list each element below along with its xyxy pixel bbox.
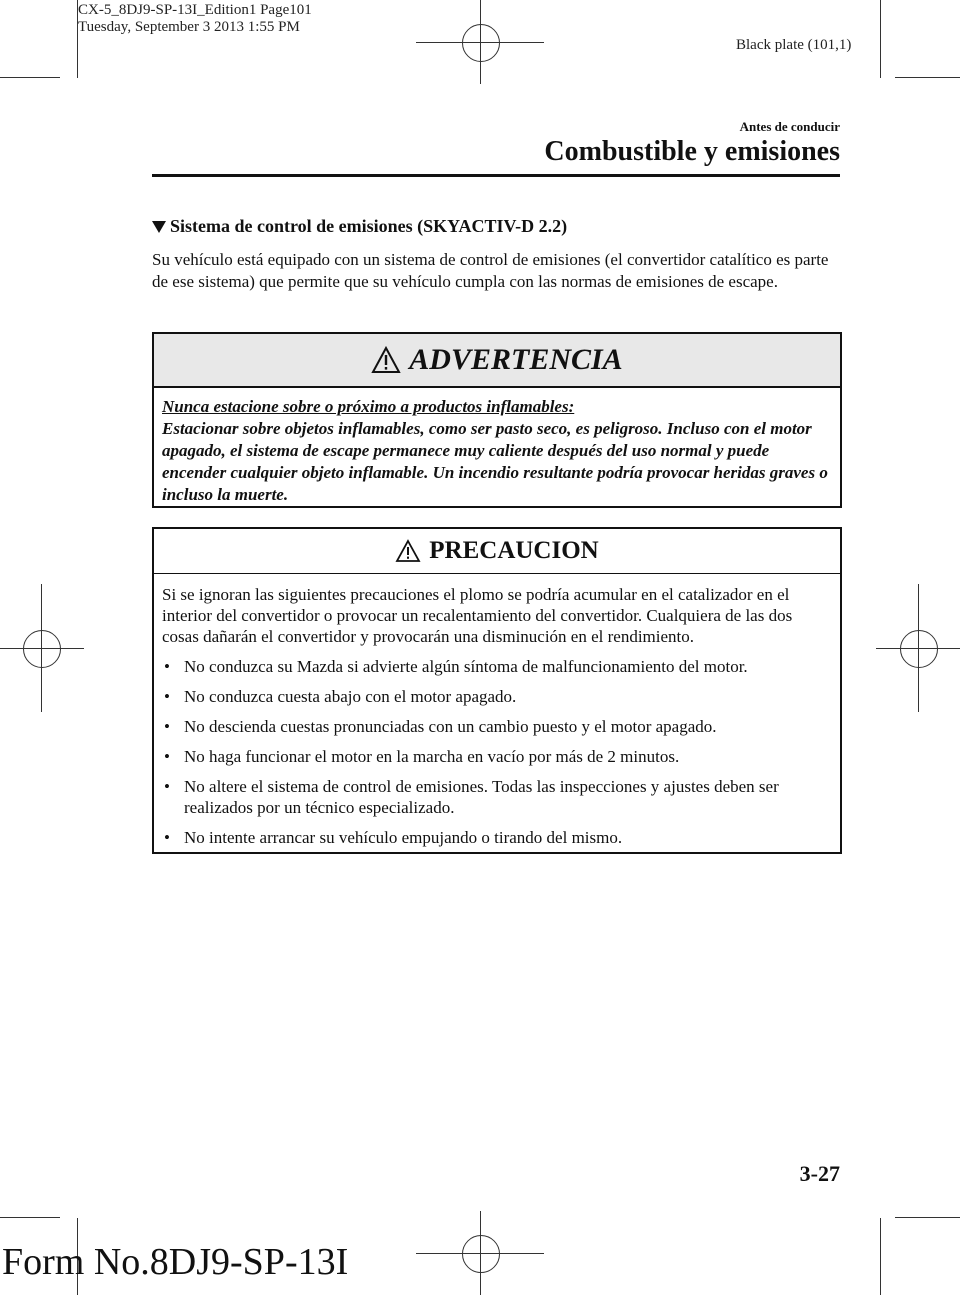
list-item-text: No conduzca cuesta abajo con el motor apagado. (184, 687, 517, 706)
print-info-date: Tuesday, September 3 2013 1:55 PM (78, 19, 300, 35)
list-item-text: No haga funcionar el motor en la marcha en vacío por más de 2 minutos. (184, 747, 680, 766)
list-item-text: No altere el sistema de control de emisiones. Todas las inspecciones y ajustes deben ser realizados por un técnico especializado. (184, 777, 779, 817)
intro-paragraph: Su vehículo está equipado con un sistema de control de emisiones (el convertidor catalítico es parte de ese sistema) que permite que su vehículo cumpla con las normas de emisiones de escape. (152, 250, 829, 291)
form-number: Form No.8DJ9-SP-13I (2, 1241, 349, 1283)
plate-info: Black plate (101,1) (736, 37, 852, 53)
bullet-icon: • (164, 657, 170, 676)
caution-title: PRECAUCION (429, 537, 599, 564)
bullet-icon: • (164, 717, 170, 736)
subsection-heading (152, 216, 567, 237)
caution-intro: Si se ignoran las siguientes precauciones el plomo se podría acumular en el catalizador en el interior del convertidor o provocar un recalentamiento del convertidor. Cualquiera de las dos cosas dañarán el convertidor y provocarán una disminución en el rendimiento. (162, 585, 793, 646)
warning-text: Estacionar sobre objetos inflamables, como ser pasto seco, es peligroso. Incluso con el motor apagado, el sistema de escape permanece muy caliente después del uso normal y puede encender cualquier objeto inflamable. Un incendio resultante podría provocar heridas graves o incluso la muerte. (162, 419, 828, 504)
bullet-icon: • (164, 747, 170, 766)
caution-triangle-icon (395, 539, 421, 563)
warning-body (154, 388, 840, 516)
warning-header (154, 334, 840, 388)
caution-box (152, 527, 842, 854)
chapter-label: Antes de conducir (739, 119, 840, 134)
list-item (162, 656, 832, 677)
section-title: Combustible y emisiones (544, 136, 840, 167)
list-item (162, 746, 832, 767)
page-number: 3-27 (799, 1161, 840, 1186)
list-item-text: No descienda cuestas pronunciadas con un cambio puesto y el motor apagado. (184, 717, 717, 736)
list-item (162, 827, 832, 848)
warning-triangle-icon (371, 346, 401, 374)
print-info-file: CX-5_8DJ9-SP-13I_Edition1 Page101 (78, 2, 312, 18)
caution-body (154, 574, 840, 856)
bullet-icon: • (164, 687, 170, 706)
print-info (78, 2, 312, 36)
list-item (162, 776, 832, 818)
list-item-text: No intente arrancar su vehículo empujando o tirando del mismo. (184, 828, 623, 847)
warning-title: ADVERTENCIA (409, 343, 623, 376)
list-item (162, 686, 832, 707)
subsection-heading-text: Sistema de control de emisiones (SKYACTIV-D 2.2) (170, 216, 568, 236)
triangle-bullet-icon (152, 221, 166, 233)
bullet-icon: • (164, 828, 170, 847)
list-item-text: No conduzca su Mazda si advierte algún síntoma de malfuncionamiento del motor. (184, 657, 748, 676)
bullet-icon: • (164, 777, 170, 796)
list-item (162, 716, 832, 737)
header-rule (152, 174, 840, 177)
caution-header (154, 529, 840, 574)
warning-subtitle: Nunca estacione sobre o próximo a productos inflamables: (162, 397, 575, 416)
warning-box (152, 332, 842, 508)
